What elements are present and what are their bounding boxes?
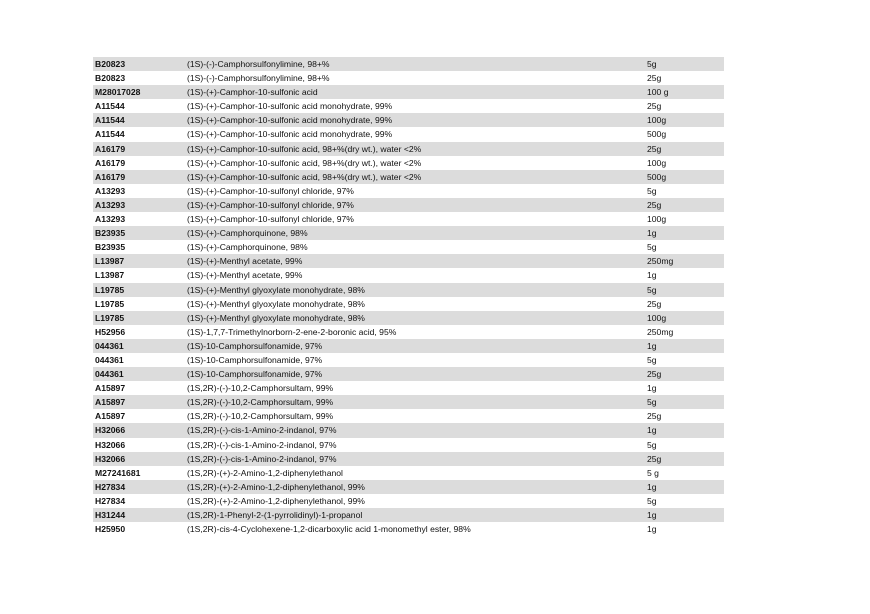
catalog-number: M28017028 xyxy=(95,87,141,98)
product-description: (1S,2R)-(-)-10,2-Camphorsultam, 99% xyxy=(187,411,334,422)
product-description: (1S)-(+)-Menthyl acetate, 99% xyxy=(187,270,303,281)
package-size: 1g xyxy=(647,383,657,394)
package-size: 5 g xyxy=(647,467,659,478)
package-size: 25g xyxy=(647,453,662,464)
catalog-number: A16179 xyxy=(95,157,126,168)
catalog-number: L13987 xyxy=(95,256,125,267)
catalog-number: B20823 xyxy=(95,73,126,84)
catalog-number: A13293 xyxy=(95,199,126,210)
product-description: (1S)-(+)-Camphor-10-sulfonic acid, 98+%(dry wt.), water <2% xyxy=(187,157,422,168)
product-description: (1S)-(+)-Camphor-10-sulfonic acid, 98+%(dry wt.), water <2% xyxy=(187,171,422,182)
catalog-number: A11544 xyxy=(95,101,125,112)
table-row xyxy=(93,85,724,99)
table-row xyxy=(93,99,724,113)
catalog-number: A13293 xyxy=(95,185,126,196)
product-table xyxy=(93,57,724,536)
catalog-number: A16179 xyxy=(95,143,126,154)
catalog-number: L19785 xyxy=(95,284,125,295)
catalog-number: 044361 xyxy=(95,340,124,351)
product-description: (1S)-(+)-Camphor-10-sulfonic acid monohydrate, 99% xyxy=(187,129,393,140)
catalog-number: L13987 xyxy=(95,270,125,281)
table-row xyxy=(93,57,724,71)
table-row xyxy=(93,522,724,536)
table-row xyxy=(93,381,724,395)
product-description: (1S,2R)-1-Phenyl-2-(1-pyrrolidinyl)-1-propanol xyxy=(187,510,363,520)
catalog-number: H32066 xyxy=(95,439,126,450)
package-size: 5g xyxy=(647,495,657,506)
table-row xyxy=(93,438,724,452)
table-row xyxy=(93,156,724,170)
product-description: (1S)-(+)-Camphorquinone, 98% xyxy=(187,228,308,239)
table-row xyxy=(93,184,724,198)
package-size: 500g xyxy=(647,129,667,140)
package-size: 100g xyxy=(647,115,667,126)
catalog-number: H32066 xyxy=(95,453,126,464)
catalog-number: H52956 xyxy=(95,326,126,337)
table-row xyxy=(93,311,724,325)
package-size: 25g xyxy=(647,101,662,112)
catalog-number: 044361 xyxy=(95,369,124,380)
product-description: (1S)-(+)-Camphor-10-sulfonyl chloride, 97% xyxy=(187,214,354,225)
package-size: 250mg xyxy=(647,326,674,337)
table-row xyxy=(93,297,724,311)
product-description: (1S,2R)-(-)-cis-1-Amino-2-indanol, 97% xyxy=(187,425,337,436)
catalog-number: H32066 xyxy=(95,425,126,436)
table-row xyxy=(93,198,724,212)
table-row xyxy=(93,466,724,480)
product-description: (1S)-10-Camphorsulfonamide, 97% xyxy=(187,369,323,380)
catalog-number: A11544 xyxy=(95,115,125,126)
package-size: 25g xyxy=(647,73,662,84)
table-row xyxy=(93,452,724,466)
package-size: 1g xyxy=(647,425,657,436)
product-description: (1S,2R)-(-)-cis-1-Amino-2-indanol, 97% xyxy=(187,453,337,464)
catalog-number: L19785 xyxy=(95,298,125,309)
catalog-number: A16179 xyxy=(95,171,126,182)
package-size: 25g xyxy=(647,411,662,422)
product-description: (1S,2R)-(+)-2-Amino-1,2-diphenylethanol, 99% xyxy=(187,481,365,492)
catalog-number: H27834 xyxy=(95,481,126,492)
package-size: 5g xyxy=(647,397,657,408)
catalog-number: A15897 xyxy=(95,383,126,394)
catalog-number: H31244 xyxy=(95,510,126,520)
product-description: (1S)-(+)-Camphor-10-sulfonic acid monohydrate, 99% xyxy=(187,101,393,112)
package-size: 5g xyxy=(647,59,657,69)
package-size: 25g xyxy=(647,199,662,210)
table-row xyxy=(93,127,724,141)
package-size: 25g xyxy=(647,298,662,309)
package-size: 100g xyxy=(647,312,667,323)
product-description: (1S,2R)-(-)-10,2-Camphorsultam, 99% xyxy=(187,383,334,394)
product-description: (1S)-(+)-Camphor-10-sulfonyl chloride, 97% xyxy=(187,199,354,210)
package-size: 1g xyxy=(647,510,657,520)
table-row xyxy=(93,240,724,254)
package-size: 25g xyxy=(647,369,662,380)
package-size: 100g xyxy=(647,214,667,225)
package-size: 5g xyxy=(647,354,657,365)
product-description: (1S)-(+)-Camphor-10-sulfonic acid, 98+%(dry wt.), water <2% xyxy=(187,143,422,154)
table-row xyxy=(93,353,724,367)
table-row xyxy=(93,170,724,184)
package-size: 5g xyxy=(647,439,657,450)
package-size: 100 g xyxy=(647,87,669,98)
product-description: (1S)-(+)-Camphorquinone, 98% xyxy=(187,242,308,253)
table-row xyxy=(93,423,724,437)
table-row xyxy=(93,409,724,423)
catalog-number: H27834 xyxy=(95,495,126,506)
table-row xyxy=(93,113,724,127)
package-size: 5g xyxy=(647,242,657,253)
table-row xyxy=(93,494,724,508)
product-description: (1S,2R)-(+)-2-Amino-1,2-diphenylethanol xyxy=(187,467,343,478)
table-row xyxy=(93,268,724,282)
product-description: (1S)-(+)-Camphor-10-sulfonyl chloride, 97% xyxy=(187,185,354,196)
catalog-number: A15897 xyxy=(95,411,126,422)
product-description: (1S)-(+)-Menthyl acetate, 99% xyxy=(187,256,303,267)
table-row xyxy=(93,325,724,339)
package-size: 25g xyxy=(647,143,662,154)
package-size: 5g xyxy=(647,284,657,295)
table-row xyxy=(93,339,724,353)
package-size: 5g xyxy=(647,185,657,196)
catalog-number: A11544 xyxy=(95,129,125,140)
table-row xyxy=(93,226,724,240)
catalog-number: M27241681 xyxy=(95,467,141,478)
product-description: (1S)-(+)-Menthyl glyoxylate monohydrate, 98% xyxy=(187,312,365,323)
package-size: 1g xyxy=(647,340,657,351)
catalog-number: B23935 xyxy=(95,228,126,239)
product-description: (1S,2R)-(-)-10,2-Camphorsultam, 99% xyxy=(187,397,334,408)
package-size: 500g xyxy=(647,171,667,182)
catalog-number: B20823 xyxy=(95,59,126,69)
package-size: 1g xyxy=(647,524,657,535)
product-description: (1S)-(+)-Menthyl glyoxylate monohydrate, 98% xyxy=(187,298,365,309)
table-row xyxy=(93,254,724,268)
table-row xyxy=(93,212,724,226)
package-size: 1g xyxy=(647,270,657,281)
product-description: (1S)-(-)-Camphorsulfonylimine, 98+% xyxy=(187,59,330,69)
product-description: (1S)-(+)-Camphor-10-sulfonic acid monohydrate, 99% xyxy=(187,115,393,126)
table-row xyxy=(93,283,724,297)
catalog-number: L19785 xyxy=(95,312,125,323)
catalog-number: B23935 xyxy=(95,242,126,253)
product-description: (1S)-(-)-Camphorsulfonylimine, 98+% xyxy=(187,73,330,84)
package-size: 250mg xyxy=(647,256,674,267)
product-description: (1S,2R)-(-)-cis-1-Amino-2-indanol, 97% xyxy=(187,439,337,450)
table-row xyxy=(93,508,724,522)
catalog-number: 044361 xyxy=(95,354,124,365)
table-row xyxy=(93,395,724,409)
product-description: (1S)-1,7,7-Trimethylnorborn-2-ene-2-boronic acid, 95% xyxy=(187,326,397,337)
product-description: (1S)-(+)-Camphor-10-sulfonic acid xyxy=(187,87,318,98)
package-size: 1g xyxy=(647,481,657,492)
table-row xyxy=(93,71,724,85)
table-row xyxy=(93,367,724,381)
package-size: 1g xyxy=(647,228,657,239)
table-row xyxy=(93,480,724,494)
product-description: (1S)-10-Camphorsulfonamide, 97% xyxy=(187,340,323,351)
product-description: (1S,2R)-cis-4-Cyclohexene-1,2-dicarboxylic acid 1-monomethyl ester, 98% xyxy=(187,524,471,535)
table-row xyxy=(93,142,724,156)
product-description: (1S)-10-Camphorsulfonamide, 97% xyxy=(187,354,323,365)
product-description: (1S)-(+)-Menthyl glyoxylate monohydrate, 98% xyxy=(187,284,365,295)
catalog-number: A15897 xyxy=(95,397,126,408)
catalog-number: A13293 xyxy=(95,214,126,225)
catalog-number: H25950 xyxy=(95,524,126,535)
product-description: (1S,2R)-(+)-2-Amino-1,2-diphenylethanol, 99% xyxy=(187,495,365,506)
package-size: 100g xyxy=(647,157,667,168)
